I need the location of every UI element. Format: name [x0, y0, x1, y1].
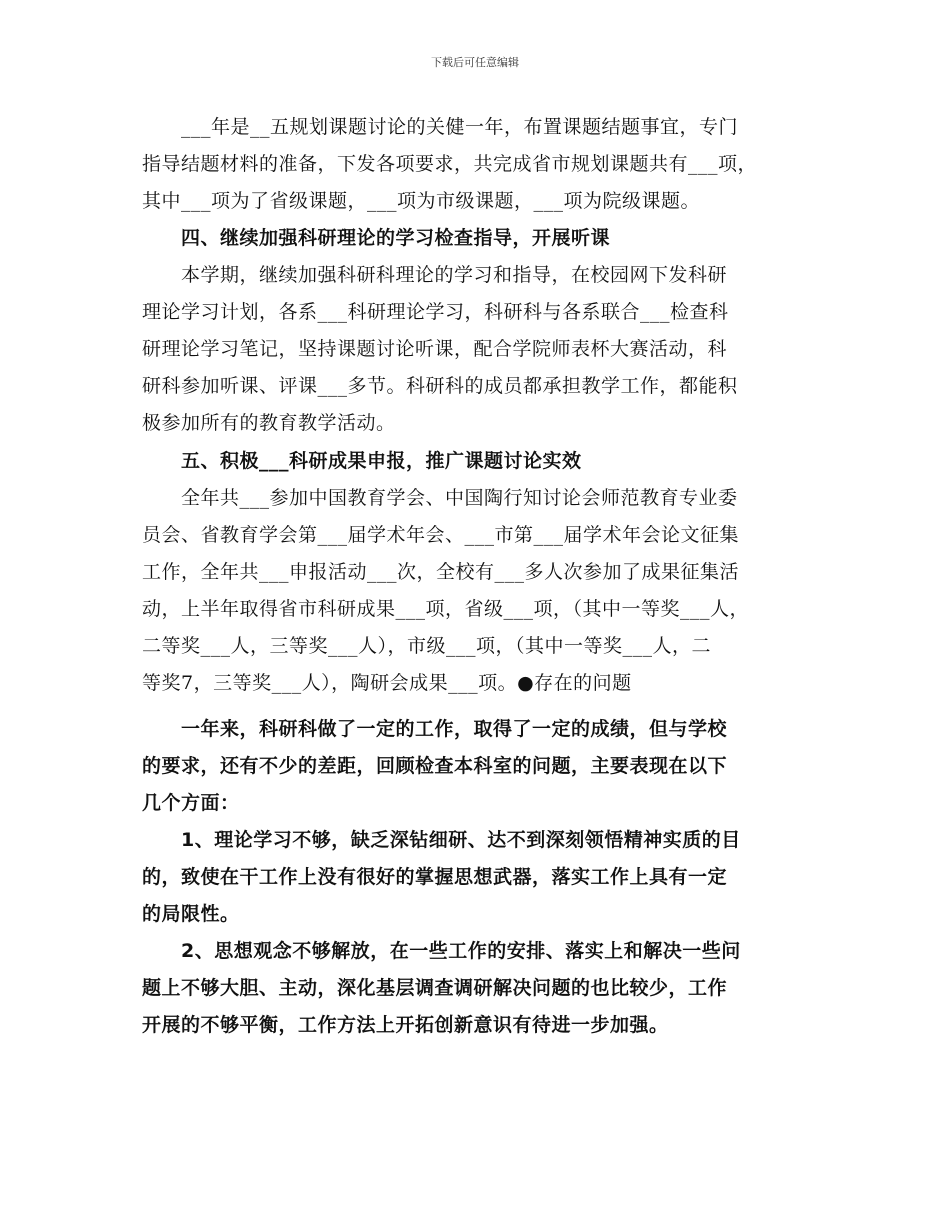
- paragraph-line: 研理论学习笔记，坚持课题讨论听课，配合学院师表杯大赛活动，科: [142, 338, 728, 360]
- paragraph-line-bold: 的，致使在干工作上没有很好的掌握思想武器，落实工作上具有一定: [142, 866, 728, 888]
- paragraph-line-bold: 几个方面：: [142, 792, 240, 814]
- paragraph-line: 理论学习计划，各系___科研理论学习，科研科与各系联合___检查科: [142, 301, 729, 323]
- paragraph-line: 指导结题材料的准备，下发各项要求，共完成省市规划课题共有___项，: [142, 153, 758, 175]
- paragraph-line: 其中___项为了省级课题，___项为市级课题，___项为院级课题。: [142, 190, 701, 212]
- paragraph-line: 研科参加听课、评课___多节。科研科的成员都承担教学工作，都能积: [142, 375, 738, 397]
- paragraph-line-bold: 1、理论学习不够，缺乏深钻细研、达不到深刻领悟精神实质的目: [142, 829, 741, 851]
- paragraph-line: 动，上半年取得省市科研成果___项，省级___项，（其中一等奖___人，: [142, 598, 750, 620]
- paragraph-line-bold: 的要求，还有不少的差距，回顾检查本科室的问题，主要表现在以下: [142, 755, 728, 777]
- paragraph-line-bold: 开展的不够平衡，工作方法上开拓创新意识有待进一步加强。: [142, 1014, 669, 1036]
- section-heading: 四、继续加强科研理论的学习检查指导，开展听课: [142, 227, 611, 249]
- paragraph-line: 本学期，继续加强科研科理论的学习和指导，在校园网下发科研: [142, 264, 728, 286]
- paragraph-line-bold: 一年来，科研科做了一定的工作，取得了一定的成绩，但与学校: [142, 718, 728, 740]
- paragraph-line-bold: 2、思想观念不够解放，在一些工作的安排、落实上和解决一些问: [142, 940, 741, 962]
- paragraph-line: 员会、省教育学会第___届学术年会、___市第___届学术年会论文征集: [142, 524, 740, 546]
- paragraph-line-bold: 题上不够大胆、主动，深化基层调查调研解决问题的也比较少，工作: [142, 977, 728, 999]
- paragraph-line: 工作，全年共___申报活动___次，全校有___多人次参加了成果征集活: [142, 561, 740, 583]
- paragraph-line: ___年是__五规划课题讨论的关健一年，布置课题结题事宜，专门: [142, 116, 739, 138]
- section-heading: 五、积极___科研成果申报，推广课题讨论实效: [142, 450, 582, 472]
- paragraph-line: 二等奖___人，三等奖___人），市级___项，（其中一等奖___人，二: [142, 635, 712, 657]
- page-header: 下载后可任意编辑: [431, 56, 519, 69]
- paragraph-line: 全年共___参加中国教育学会、中国陶行知讨论会师范教育专业委: [142, 487, 738, 509]
- paragraph-line-bold: 的局限性。: [142, 903, 240, 925]
- paragraph-line: 极参加所有的教育教学活动。: [142, 412, 396, 434]
- paragraph-line: 等奖7，三等奖___人），陶研会成果___项。●存在的问题: [142, 672, 632, 694]
